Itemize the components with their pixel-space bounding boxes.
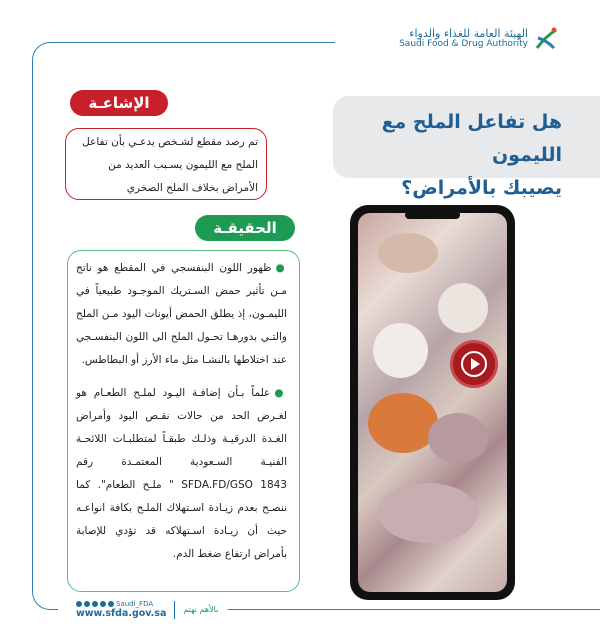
social-icon[interactable] <box>92 601 98 607</box>
social-links <box>76 600 166 608</box>
social-icon[interactable] <box>100 601 106 607</box>
social-handle: Saudi_FDA <box>116 600 154 608</box>
rumor-box <box>65 128 267 200</box>
footer <box>76 600 218 619</box>
fact-box <box>67 250 300 592</box>
bullet-icon: ● <box>274 387 287 399</box>
divider <box>174 601 175 619</box>
fact-text: ظهور اللون البنفسجي في المقطع هو ناتج مـن تأثير حمض السـتريك الموجـود طبيعياً في الليمـون، إذ يطلق الحمض أيونات اليود مـن الملح والتـي بدورهـا تحـول الملح الى اللون البنفسـجي عند اختلاطها بالنشـا مثل ماء الأرز أو البطاطس. <box>76 262 287 366</box>
slogan: بالأهم نهتم <box>183 605 219 614</box>
page-title <box>333 96 600 199</box>
rumor-text: تم رصد مقطع لشـخص يدعـي بأن تفاعل الملح مع الليمون يسـبب العديد من الأمراض بخلاف الملح الصخري <box>82 136 258 194</box>
social-icon[interactable] <box>108 601 114 607</box>
rumor-label: الإشاعـة <box>70 90 168 116</box>
website-link[interactable]: www.sfda.gov.sa <box>76 608 167 619</box>
video-thumbnail <box>358 213 507 592</box>
org-name-ar: الهيئة العامة للغذاء والدواء <box>409 27 528 40</box>
fact-label: الحقيقـة <box>195 215 295 241</box>
play-icon <box>461 351 487 377</box>
fact-point <box>76 382 287 566</box>
sfda-logo-icon <box>534 26 560 52</box>
sfda-logo <box>399 26 560 52</box>
fact-point <box>76 257 287 372</box>
title-line-2: يصيبك بالأمراض؟ <box>401 177 562 199</box>
fact-text: علماً بـأن إضافـة اليـود لملـح الطعـام هو لغـرض الحد من حالات نقـص اليود وأمراض الغـدة الدرقيـة وذلـك طبقـاً لمتطلبـات اللائحـة الفنيـة السـعودية المعتمـدة رقم SFDA.FD/GSO 1843 " ملـح الطعام". كما ننصـح بعدم زيـادة اسـتهلاك الملـح بكافة انواعـه حيث أن زيـادة اسـتهلاكه قد تؤدي للإصابة بأمراض ارتفاع ضغط الدم. <box>76 387 287 560</box>
title-line-1: هل تفاعل الملح مع الليمون <box>381 111 562 166</box>
phone-video[interactable] <box>350 205 515 600</box>
bullet-icon: ● <box>275 262 287 274</box>
social-icon[interactable] <box>84 601 90 607</box>
play-button[interactable] <box>450 340 498 388</box>
social-icon[interactable] <box>76 601 82 607</box>
phone-notch <box>405 211 460 219</box>
org-name-en: Saudi Food & Drug Authority <box>399 39 528 49</box>
